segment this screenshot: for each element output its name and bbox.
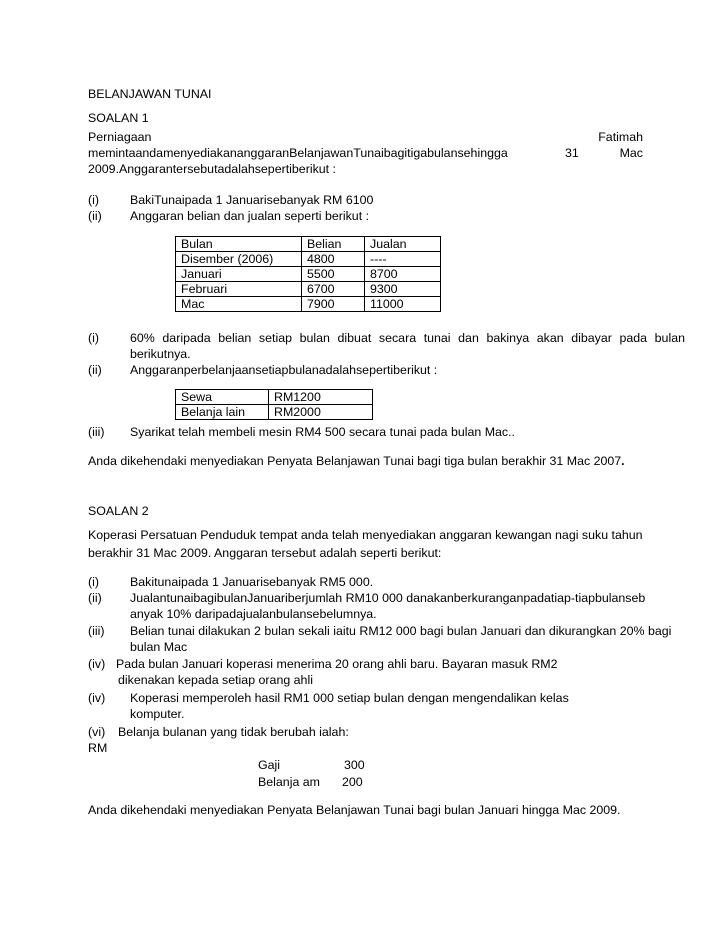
task-end: . — [621, 454, 625, 468]
soalan2-heading: SOALAN 2 — [88, 504, 149, 518]
item-text-cont: dikenakan kepada setiap orang ahli — [118, 673, 313, 687]
table-header-row — [176, 237, 441, 252]
soalan1-intro — [88, 129, 643, 177]
item-number: (ii) — [88, 591, 102, 605]
s2-item-vi — [88, 724, 643, 740]
item-text: Belian tunai dilakukan 2 bulan sekali iaitu RM12 000 bagi bulan Januari dan dikurangkan 20% bagi bulan Mac — [130, 624, 672, 654]
table-cell: 6700 — [302, 282, 365, 297]
table-cell: ---- — [365, 252, 441, 267]
table-cell: 5500 — [302, 267, 365, 282]
s1-item-i — [88, 192, 643, 208]
item-text: Koperasi memperoleh hasil RM1 000 setiap bulan dengan mengendalikan kelas — [130, 691, 569, 705]
task-text: Anda dikehendaki menyediakan Penyata Belanjawan Tunai bagi tiga bulan berakhir 31 Mac 2007 — [88, 454, 622, 468]
item-text: Pada bulan Januari koperasi menerima 20 orang ahli baru. Bayaran masuk RM2 — [116, 657, 558, 671]
table-row — [176, 405, 373, 420]
table-cell: RM2000 — [269, 405, 373, 420]
item-text: Anggaran belian dan jualan seperti berikut : — [130, 209, 370, 223]
intro-line2-a: memintaandamenyediakananggaranBelanjawanTunaibagitigabulansehingga — [88, 146, 508, 160]
item-number: (i) — [88, 193, 100, 207]
item-number: (i) — [88, 331, 100, 345]
item-number: (iv) — [88, 691, 106, 705]
table-cell: 11000 — [365, 297, 441, 312]
expense-value: 200 — [342, 775, 363, 789]
table-row — [176, 390, 373, 405]
intro-line2-c: Mac — [619, 146, 643, 160]
rm-label: RM — [88, 741, 108, 755]
table-cell: 4800 — [302, 252, 365, 267]
table-cell: RM1200 — [269, 390, 373, 405]
intro-line3: 2009.Anggarantersebutadalahsepertiberikut : — [88, 162, 336, 176]
item-number: (ii) — [88, 209, 102, 223]
expense-row — [88, 774, 643, 790]
item-text: BakiTunaipada 1 Januarisebanyak RM 6100 — [130, 193, 374, 207]
item-number: (iii) — [88, 425, 105, 439]
s2-item-iii — [88, 623, 685, 655]
item-number: (ii) — [88, 363, 102, 377]
table-cell: Belanja lain — [176, 405, 269, 420]
s2-item-i — [88, 574, 643, 590]
table-row — [176, 297, 441, 312]
item-text: Anggaranperbelanjaansetiapbulanadalahsepertiberikut : — [130, 363, 438, 377]
table-header-cell: Bulan — [176, 237, 302, 252]
s1-task — [88, 453, 643, 469]
table-row — [176, 252, 441, 267]
table-header-cell: Jualan — [365, 237, 441, 252]
table-cell: 9300 — [365, 282, 441, 297]
expense-label: Gaji — [258, 758, 281, 772]
intro-word-right: Fatimah — [598, 130, 643, 144]
table-row — [176, 282, 441, 297]
item-text-cont: komputer. — [130, 707, 185, 721]
table-cell: Januari — [176, 267, 302, 282]
document-title: BELANJAWAN TUNAI — [88, 87, 212, 101]
table-row — [176, 267, 441, 282]
s1-item-v — [88, 424, 643, 440]
item-text: 60% daripada belian setiap bulan dibuat secara tunai dan bakinya akan dibayar pada bulan berikutnya. — [130, 331, 685, 361]
s1-item-iv — [88, 362, 643, 378]
soalan2-intro: Koperasi Persatuan Penduduk tempat anda telah menyediakan anggaran kewangan nagi suku tahun berakhir 31 Mac 2009. Anggaran tersebut adalah seperti berikut: — [88, 528, 643, 560]
item-number: (i) — [88, 575, 100, 589]
s2-item-iv-b — [88, 690, 648, 722]
item-text: Syarikat telah membeli mesin RM4 500 secara tunai pada bulan Mac.. — [130, 425, 515, 439]
s1-item-iii — [88, 330, 685, 362]
item-number: (iv) — [88, 657, 106, 671]
item-text: Belanja bulanan yang tidak berubah ialah: — [118, 725, 349, 739]
item-text: Bakitunaipada 1 Januarisebanyak RM5 000. — [130, 575, 374, 589]
table-header-cell: Belian — [302, 237, 365, 252]
item-number: (iii) — [88, 624, 105, 638]
item-number: (vi) — [88, 725, 106, 739]
s2-item-iv — [88, 656, 648, 688]
table-cell: Mac — [176, 297, 302, 312]
table-cell: Februari — [176, 282, 302, 297]
belian-jualan-table — [175, 236, 441, 312]
intro-line2-b: 31 — [565, 146, 579, 160]
expense-label: Belanja am — [258, 775, 320, 789]
s2-item-ii — [88, 590, 652, 622]
table-cell: 8700 — [365, 267, 441, 282]
table-cell: Sewa — [176, 390, 269, 405]
intro-word-left: Perniagaan — [88, 130, 152, 144]
soalan1-heading: SOALAN 1 — [88, 111, 149, 125]
item-text: JualantunaibagibulanJanuariberjumlah RM10 000 danakanberkuranganpadatiap-tiapbulansebanyak 10% daripadajualanbulansebelumnya. — [130, 591, 646, 621]
expense-value: 300 — [344, 758, 365, 772]
table-cell: 7900 — [302, 297, 365, 312]
s1-item-ii — [88, 208, 643, 224]
table-cell: Disember (2006) — [176, 252, 302, 267]
s2-task: Anda dikehendaki menyediakan Penyata Belanjawan Tunai bagi bulan Januari hingga Mac 2009. — [88, 803, 621, 817]
expense-table — [175, 389, 373, 420]
expense-row — [88, 757, 643, 773]
